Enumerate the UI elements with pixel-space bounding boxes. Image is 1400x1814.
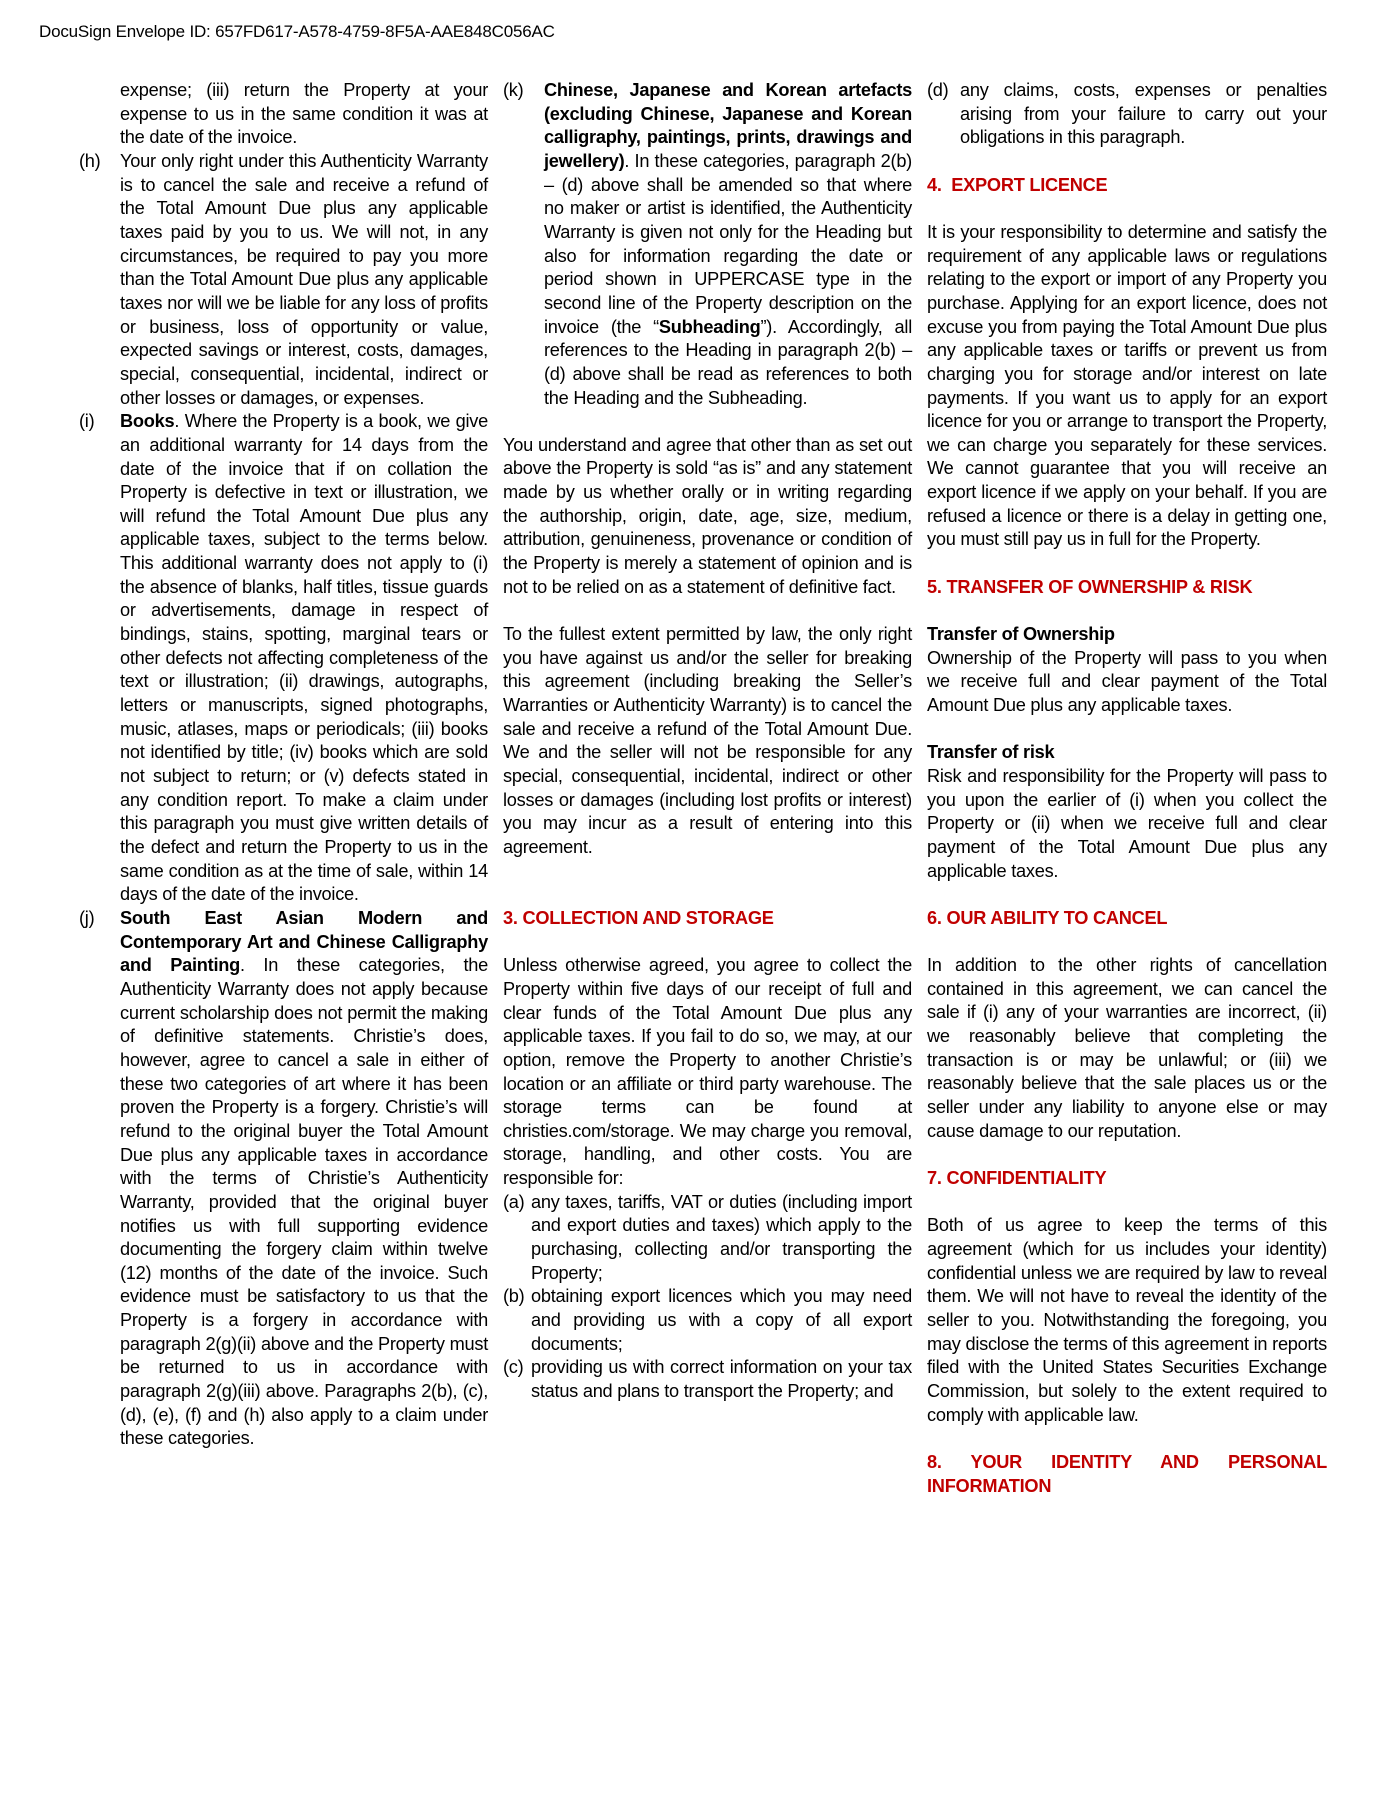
clause-h xyxy=(79,150,488,410)
list-item-c xyxy=(503,1356,912,1403)
section-heading-6: 6. OUR ABILITY TO CANCEL xyxy=(927,907,1168,928)
clause-label: (i) xyxy=(79,411,95,432)
export-paragraph: It is your responsibility to determine and satisfy the requirement of any applicable laws or regulations relating to the export or import of any Property you purchase. Applying for an export licence, does not excuse you from paying the Total Amount Due plus any applicable taxes or tariffs or prevent us from charging you for storage and/or interest on late payments. If you want us to apply for an export licence for you or arrange to transport the Property, we can charge you separately for these services. We cannot guarantee that you will receive an export licence if we apply on your behalf. If you are refused a licence or there is a delay in getting one, you must still pay us in full for the Property. xyxy=(927,221,1327,550)
list-text: any taxes, tariffs, VAT or duties (including import and export duties and taxes) which apply to the purchasing, collecting and/or transporting the Property; xyxy=(531,1191,912,1283)
subheading-risk xyxy=(927,741,1327,765)
as-is-paragraph: You understand and agree that other than as set out above the Property is sold “as is” and any statement made by us whether orally or in writing regarding the authorship, origin, date, age, size, medium, attribution, genuineness, provenance or condition of the Property is merely a statement of opinion and is not to be relied on as a statement of definitive fact. xyxy=(503,434,912,597)
subheading-title: Transfer of risk xyxy=(927,742,1055,763)
envelope-id: DocuSign Envelope ID: 657FD617-A578-4759-8F5A-AAE848C056AC xyxy=(39,22,555,41)
cancel-paragraph: In addition to the other rights of cancellation contained in this agreement, we can cancel the sale if (i) any of your warranties are incorrect, (ii) we reasonably believe that completing the transaction is or may be unlawful; or (iii) we reasonably believe that the sale places us or the seller under any liability to anyone else or may cause damage to our reputation. xyxy=(927,955,1327,1141)
list-label: (a) xyxy=(503,1191,525,1212)
subheading-ownership xyxy=(927,623,1327,647)
section-heading-7: 7. CONFIDENTIALITY xyxy=(927,1168,1107,1189)
list-label: (d) xyxy=(927,80,949,100)
list-item-a xyxy=(503,1191,912,1286)
clause-title: Chinese, Japanese and Korean artefacts (excluding Chinese, Japanese and Korean calligraphy, paintings, prints, drawings and jewellery) xyxy=(544,80,912,171)
clause-label: (h) xyxy=(79,150,101,171)
clause-k xyxy=(503,79,912,410)
ownership-paragraph: Ownership of the Property will pass to you when we receive full and clear payment of the Total Amount Due plus any applicable taxes. xyxy=(927,647,1327,715)
section-heading-3: 3. COLLECTION AND STORAGE xyxy=(503,907,774,928)
column-2 xyxy=(503,79,912,1404)
clause-i xyxy=(79,410,488,907)
collection-paragraph: Unless otherwise agreed, you agree to collect the Property within five days of our receipt of full and clear funds of the Total Amount Due plus any applicable taxes. If you fail to do so, we may, at our option, remove the Property to another Christie’s location or an affiliate or third party warehouse. The storage terms can be found at christies.com/storage. We may charge you removal, storage, handling, and other costs. You are responsible for: xyxy=(503,955,912,1189)
clause-text: . Where the Property is a book, we give an additional warranty for 14 days from the date of the invoice that if on collation the Property is defective in text or illustration, we will refund the Total Amount Due plus any applicable taxes, subject to the terms below. This additional warranty does not apply to (i) the absence of blanks, half titles, tissue guards or advertisements, damage in respect of bindings, stains, spotting, marginal tears or other defects not affecting completeness of the text or illustration; (ii) drawings, autographs, letters or manuscripts, signed photographs, music, atlases, maps or periodicals; (iii) books not identified by title; (iv) books which are sold not subject to return; or (v) defects stated in any condition report. To make a claim under this paragraph you must give written details of the defect and return the Property to us in the same condition as at the time of sale, within 14 days of the date of the invoice. xyxy=(120,411,488,905)
section-heading-5: 5. TRANSFER OF OWNERSHIP & RISK xyxy=(927,576,1253,597)
column-1 xyxy=(79,79,488,1451)
clause-title: South East Asian Modern and Contemporary Art and Chinese Calligraphy and Painting xyxy=(120,907,488,976)
list-item-b xyxy=(503,1285,912,1356)
column-3 xyxy=(927,79,1327,1498)
section-heading-8: 8. YOUR IDENTITY AND PERSONAL INFORMATION xyxy=(927,1451,1327,1496)
clause-text: Your only right under this Authenticity Warranty is to cancel the sale and receive a refund of the Total Amount Due plus any applicable taxes paid by you to us. We will not, in any circumstances, be required to pay you more than the Total Amount Due plus any applicable taxes nor will we be liable for any loss of profits or business, loss of opportunity or value, expected savings or interest, costs, damages, special, consequential, incidental, indirect or other losses or damages, or expenses. xyxy=(120,150,488,408)
risk-paragraph: Risk and responsibility for the Property will pass to you upon the earlier of (i) when you collect the Property or (ii) when we receive full and clear payment of the Total Amount Due plus any applicable taxes. xyxy=(927,765,1327,881)
section-heading-4: 4. EXPORT LICENCE xyxy=(927,174,1108,195)
list-label: (b) xyxy=(503,1286,525,1307)
list-item-d xyxy=(927,79,1327,150)
list-text: providing us with correct information on your tax status and plans to transport the Property; and xyxy=(531,1357,912,1402)
continuation-paragraph: expense; (iii) return the Property at your expense to us in the same condition it was at the date of the invoice. xyxy=(120,80,488,148)
clause-label: (j) xyxy=(79,907,95,928)
confidentiality-paragraph: Both of us agree to keep the terms of this agreement (which for us includes your identity) confidential unless we are required by law to reveal them. We will not have to reveal the identity of the seller to you. Notwithstanding the foregoing, you may disclose the terms of this agreement in reports filed with the United States Securities Exchange Commission, but solely to the extent required to comply with applicable law. xyxy=(927,1215,1327,1425)
clause-text: . In these categories, paragraph 2(b) – (d) above shall be amended so that where no maker or artist is identified, the Authenticity Warranty is given not only for the Heading but also for information regarding the date or period shown in UPPERCASE type in the second line of the Property description on the invoice (the “ xyxy=(544,150,912,337)
clause-label: (k) xyxy=(503,80,524,100)
clause-title: Books xyxy=(120,411,175,432)
list-text: any claims, costs, expenses or penalties arising from your failure to carry out your obligations in this paragraph. xyxy=(960,80,1327,148)
liability-paragraph: To the fullest extent permitted by law, the only right you have against us and/or the seller for breaking this agreement (including breaking the Seller’s Warranties or Authenticity Warranty) is to cancel the sale and receive a refund of the Total Amount Due. We and the seller will not be responsible for any special, consequential, incidental, indirect or other losses or damages (including lost profits or interest) you may incur as a result of entering into this agreement. xyxy=(503,624,912,857)
clause-j xyxy=(79,907,488,1451)
clause-text: ”). Accordingly, all references to the Heading in paragraph 2(b) – (d) above shall be read as references to both the Heading and the Subheading. xyxy=(544,316,912,408)
subheading-title: Transfer of Ownership xyxy=(927,624,1115,645)
list-label: (c) xyxy=(503,1357,524,1378)
clause-text: . In these categories, the Authenticity Warranty does not apply because current scholarship does not permit the making of definitive statements. Christie’s does, however, agree to cancel a sale in either of these two categories of art where it has been proven the Property is a forgery. Christie’s will refund to the original buyer the Total Amount Due plus any applicable taxes in accordance with the terms of Christie’s Authenticity Warranty, provided that the original buyer notifies us with full supporting evidence documenting the forgery claim within twelve (12) months of the date of the invoice. Such evidence must be satisfactory to us that the Property is a forgery in accordance with paragraph 2(g)(ii) above and the Property must be returned to us in accordance with paragraph 2(g)(iii) above. Paragraphs 2(b), (c), (d), (e), (f) and (h) also apply to a claim under these categories. xyxy=(120,955,488,1449)
list-text: obtaining export licences which you may need and providing us with a copy of all export documents; xyxy=(531,1286,912,1354)
subheading-term: Subheading xyxy=(658,316,761,337)
